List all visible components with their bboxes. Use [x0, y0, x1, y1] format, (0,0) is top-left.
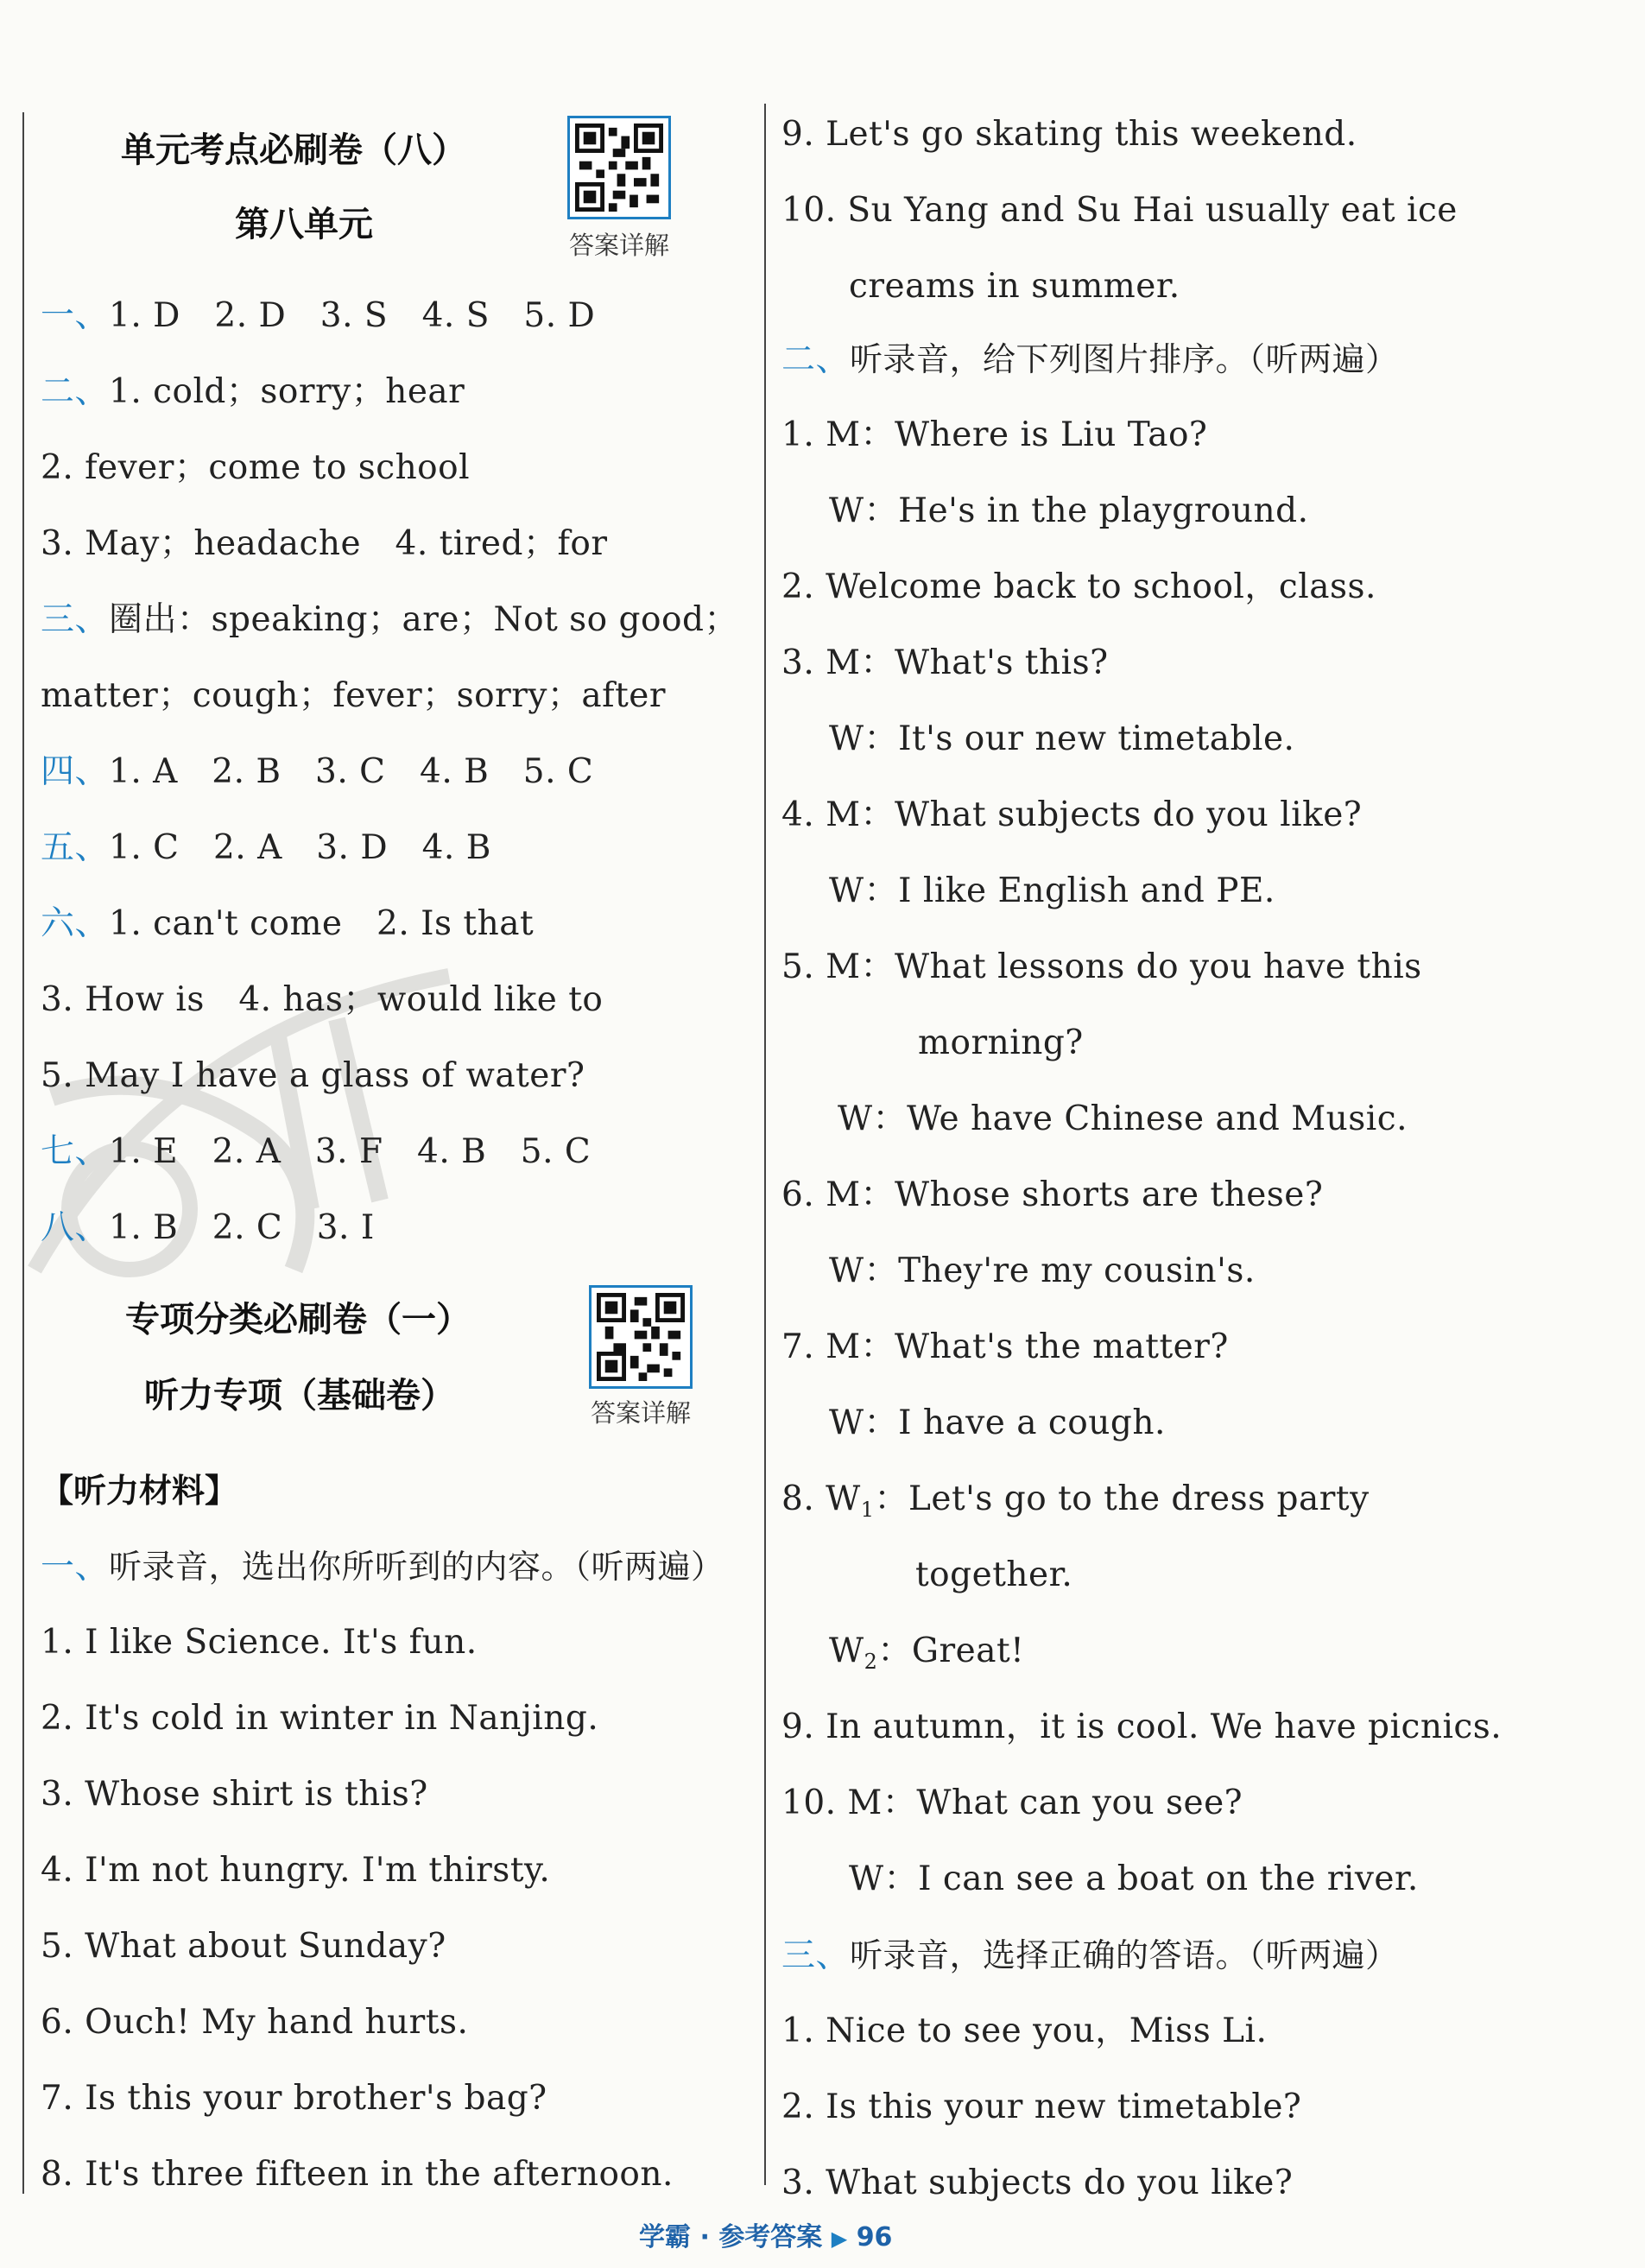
list-item: 6. Ouch! My hand hurts.	[41, 2003, 469, 2042]
footer-separator: ·	[699, 2222, 710, 2252]
dialog-line: 8. $W_1$：Let's go to the dress party	[781, 1479, 1370, 1522]
dialog-line: 5. M：What lessons do you have this	[781, 947, 1422, 986]
dialog-line: 3. M：What's this?	[781, 643, 1109, 682]
answer-line: 三、圈出：speaking；are；Not so good；	[41, 600, 738, 639]
list-item: 10. Su Yang and Su Hai usually eat ice	[781, 191, 1458, 230]
dialog-line: W：I have a cough.	[829, 1403, 1166, 1442]
page-footer	[639, 2215, 892, 2253]
answer-line: 3. How is 4. has；would like to	[41, 980, 604, 1019]
dialog-line: W：We have Chinese and Music.	[838, 1099, 1408, 1138]
dialog-line: together.	[915, 1555, 1073, 1594]
list-item: 3. Whose shirt is this?	[41, 1775, 428, 1814]
answer-line: 2. fever；come to school	[41, 448, 471, 487]
footer-label: 参考答案	[718, 2222, 823, 2252]
section-heading: 二、听录音，给下列图片排序。（听两遍）	[781, 340, 1399, 379]
column-divider	[764, 104, 766, 2185]
dialog-line: W：I can see a boat on the river.	[849, 1859, 1419, 1898]
dialog-line: W：I like English and PE.	[829, 871, 1275, 910]
special-test-subtitle: 听力专项（基础卷）	[144, 1376, 455, 1416]
unit-test-title: 单元考点必刷卷（八）	[121, 130, 466, 170]
answer-line: 3. May；headache 4. tired；for	[41, 524, 608, 563]
dialog-line: 1. M：Where is Liu Tao?	[781, 415, 1208, 454]
list-item: 1. Nice to see you，Miss Li.	[781, 2011, 1268, 2050]
page-number: 96	[856, 2222, 893, 2252]
list-item: creams in summer.	[849, 267, 1180, 306]
list-item: 5. What about Sunday?	[41, 1927, 446, 1966]
list-item: 2. It's cold in winter in Nanjing.	[41, 1699, 599, 1738]
dialog-line: 2. Welcome back to school，class.	[781, 567, 1376, 606]
answer-line: 七、1. E 2. A 3. F 4. B 5. C	[41, 1132, 592, 1171]
answer-line: 四、1. A 2. B 3. C 4. B 5. C	[41, 752, 594, 791]
dialog-line: morning?	[918, 1023, 1084, 1062]
answer-line: 二、1. cold；sorry；hear	[41, 372, 465, 411]
list-item: 8. It's three fifteen in the afternoon.	[41, 2155, 674, 2194]
special-test-title: 专项分类必刷卷（一）	[125, 1300, 471, 1340]
dialog-line: $W_2$：Great!	[829, 1631, 1025, 1674]
listening-material-heading: 【听力材料】	[41, 1472, 238, 1510]
qr-code-2[interactable]	[589, 1285, 693, 1389]
brand-logo: 学霸	[639, 2222, 691, 2252]
list-item: 3. What subjects do you like?	[781, 2163, 1294, 2202]
dialog-line: W：They're my cousin's.	[829, 1251, 1256, 1290]
unit-subtitle: 第八单元	[235, 205, 373, 244]
list-item: 4. I'm not hungry. I'm thirsty.	[41, 1851, 551, 1890]
list-item: 7. Is this your brother's bag?	[41, 2079, 547, 2118]
dialog-line: 10. M：What can you see?	[781, 1783, 1243, 1822]
answer-line: matter；cough；fever；sorry；after	[41, 676, 666, 715]
list-item: 1. I like Science. It's fun.	[41, 1623, 478, 1662]
left-border-rule	[22, 112, 24, 2194]
dialog-line: 4. M：What subjects do you like?	[781, 795, 1363, 834]
play-triangle-icon: ▶	[831, 2227, 848, 2251]
qr-code-icon	[597, 1293, 685, 1381]
qr-caption-2: 答案详解	[591, 1398, 692, 1428]
dialog-line: 7. M：What's the matter?	[781, 1327, 1229, 1366]
answer-line: 一、1. D 2. D 3. S 4. S 5. D	[41, 296, 596, 335]
section-heading: 一、听录音，选出你所听到的内容。（听两遍）	[41, 1548, 724, 1587]
dialog-line: W：It's our new timetable.	[829, 719, 1295, 758]
qr-code-icon	[575, 124, 663, 212]
answer-line: 六、1. can't come 2. Is that	[41, 904, 535, 943]
answer-line: 八、1. B 2. C 3. I	[41, 1208, 375, 1247]
list-item: 9. Let's go skating this weekend.	[781, 115, 1357, 154]
dialog-line: 6. M：Whose shorts are these?	[781, 1175, 1324, 1214]
qr-caption-1: 答案详解	[569, 231, 670, 260]
dialog-line: W：He's in the playground.	[829, 491, 1309, 530]
list-item: 2. Is this your new timetable?	[781, 2087, 1302, 2126]
answer-line: 五、1. C 2. A 3. D 4. B	[41, 828, 491, 867]
dialog-line: 9. In autumn，it is cool. We have picnics.	[781, 1707, 1503, 1746]
answer-line: 5. May I have a glass of water?	[41, 1056, 585, 1095]
section-heading: 三、听录音，选择正确的答语。（听两遍）	[781, 1936, 1399, 1975]
qr-code-1[interactable]	[567, 116, 671, 219]
